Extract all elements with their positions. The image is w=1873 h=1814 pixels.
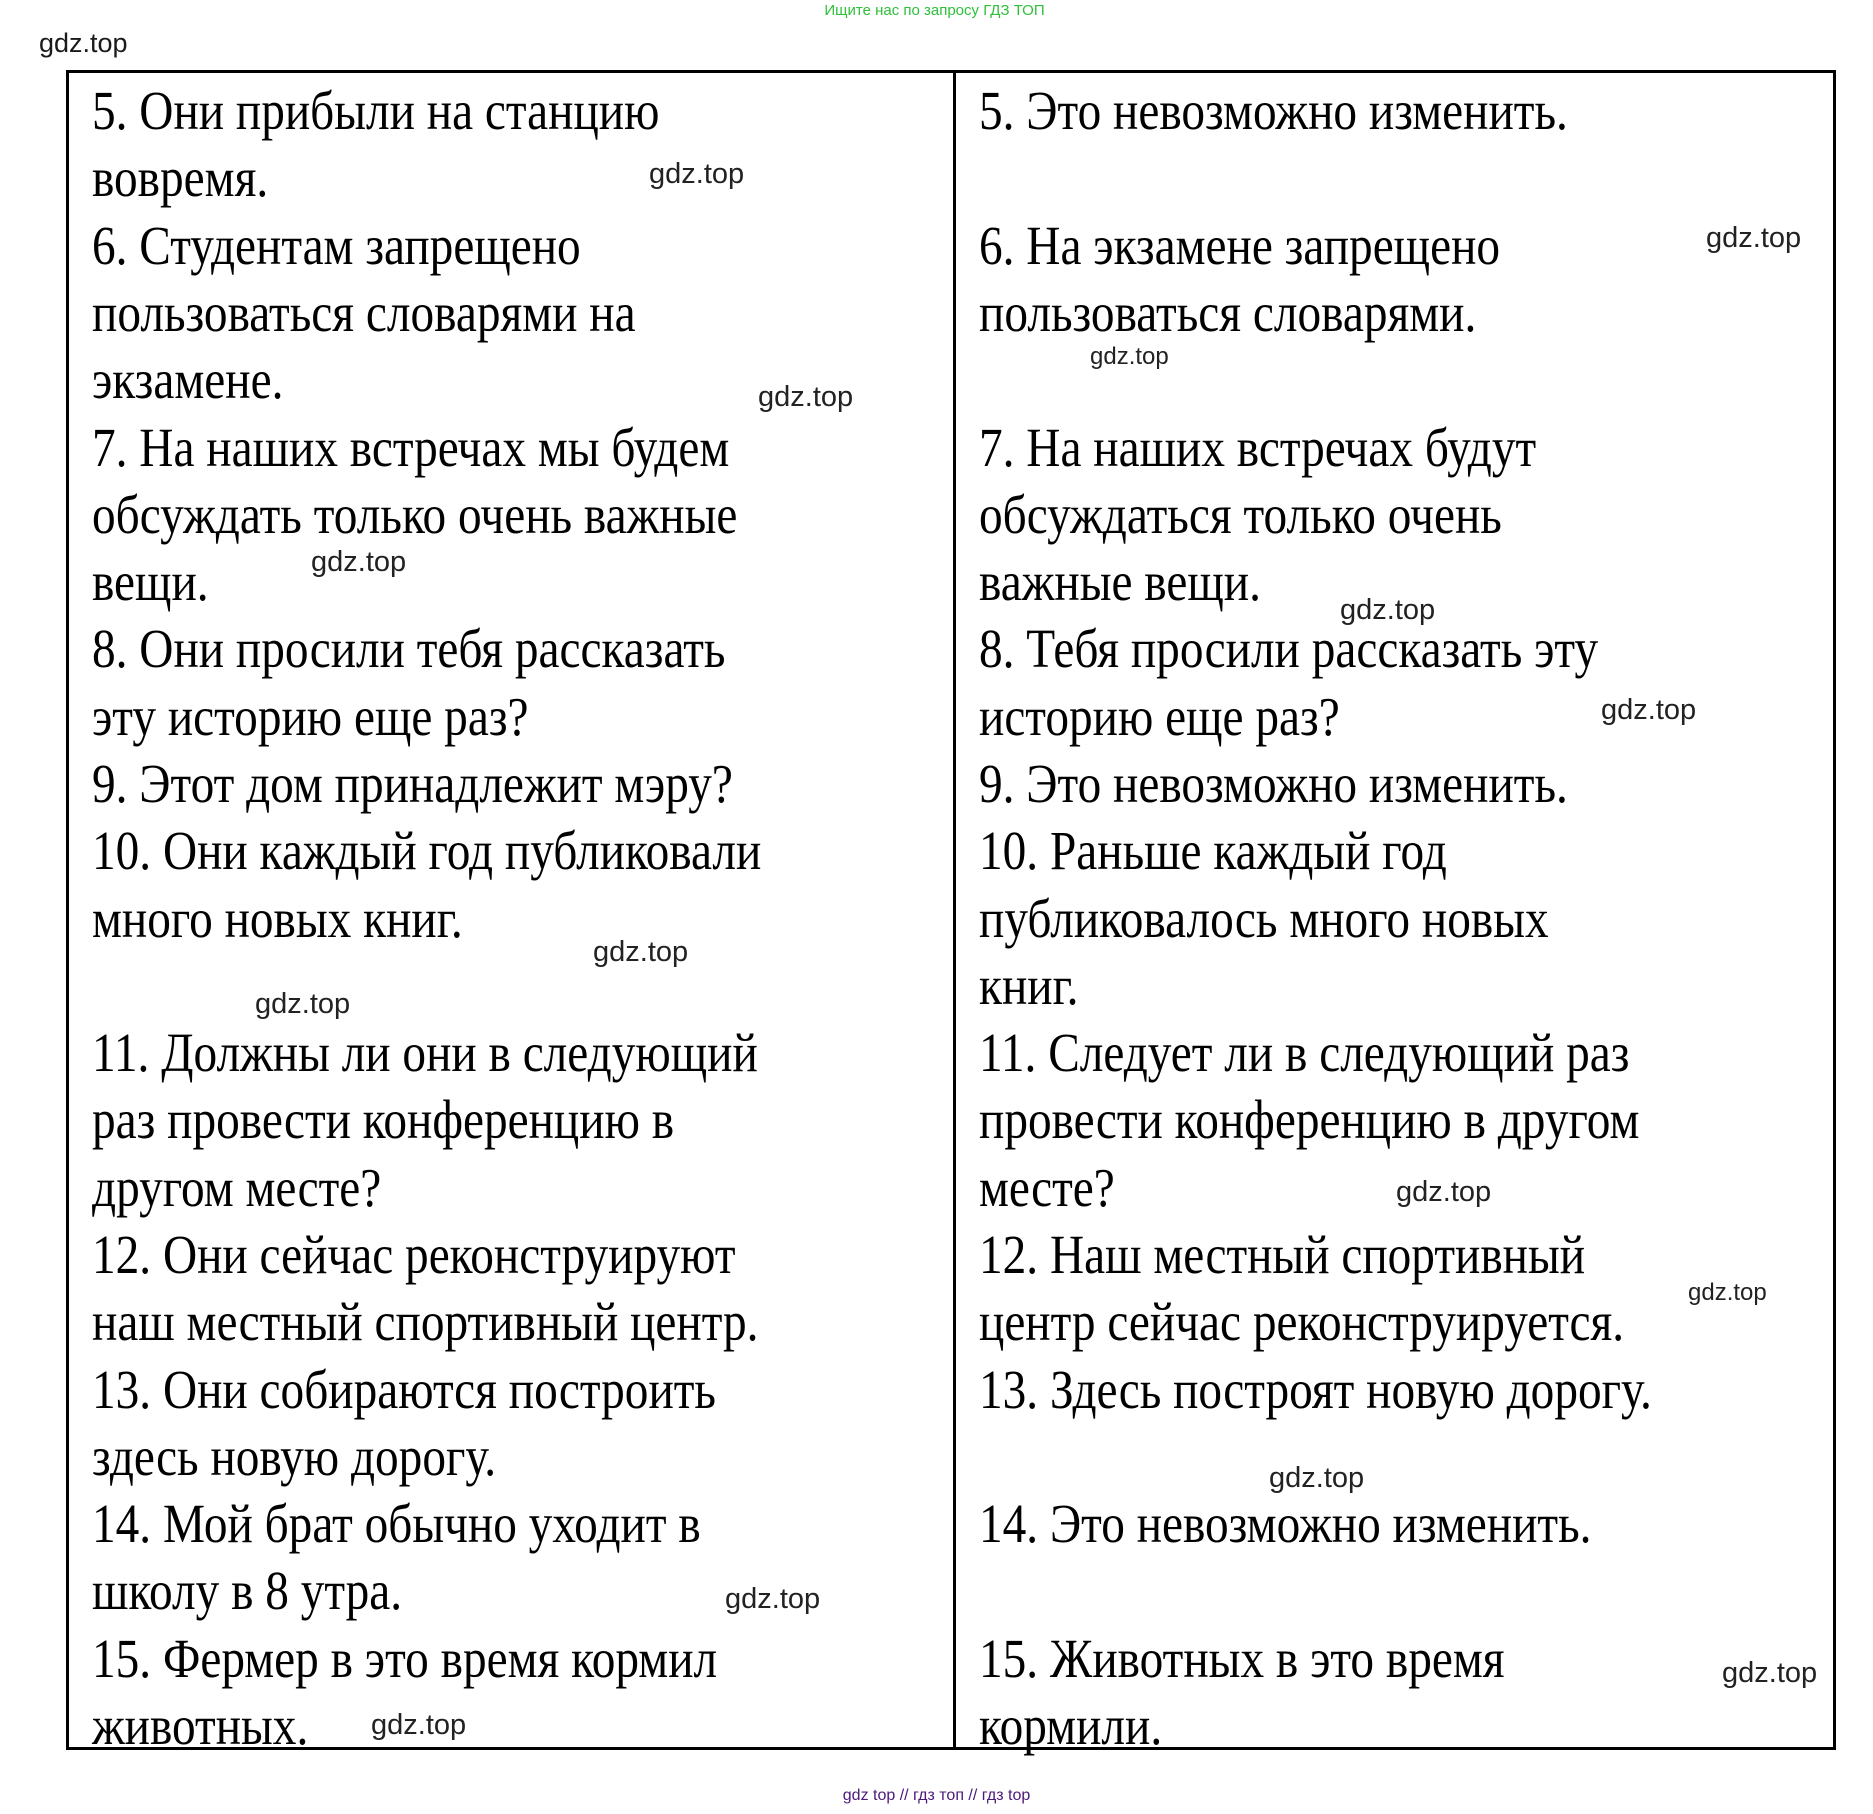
answer-table [66, 70, 1836, 1756]
right-line: пользоваться словарями. [979, 282, 1477, 343]
left-line: 14. Мой брат обычно уходит в [92, 1493, 701, 1554]
left-line: эту историю еще раз? [92, 686, 529, 747]
right-line: 10. Раньше каждый год [979, 820, 1447, 881]
right-line: провести конференцию в другом [979, 1089, 1640, 1150]
left-line: раз провести конференцию в [92, 1089, 675, 1150]
left-line: 15. Фермер в это время кормил [92, 1628, 718, 1689]
right-line: историю еще раз? [979, 686, 1340, 747]
left-line: школу в 8 утра. [92, 1560, 403, 1621]
right-line: 12. Наш местный спортивный [979, 1224, 1586, 1285]
right-line: 9. Это невозможно изменить. [979, 753, 1568, 814]
left-line: 10. Они каждый год публиковали [92, 820, 762, 881]
right-line: 8. Тебя просили рассказать эту [979, 618, 1599, 679]
right-line: 7. На наших встречах будут [979, 417, 1537, 478]
watermark: gdz.top [255, 988, 351, 1020]
left-line: пользоваться словарями на [92, 282, 636, 343]
left-line: наш местный спортивный центр. [92, 1291, 759, 1352]
right-line: центр сейчас реконструируется. [979, 1291, 1625, 1352]
watermark: gdz.top [1090, 343, 1169, 370]
left-line: много новых книг. [92, 888, 463, 949]
left-line: животных. [92, 1695, 309, 1756]
left-line: другом месте? [92, 1157, 382, 1218]
right-line: обсуждаться только очень [979, 484, 1502, 545]
watermark: gdz.top [1396, 1176, 1492, 1208]
watermark: gdz.top [593, 936, 689, 968]
watermark: gdz.top [649, 158, 745, 190]
left-line: обсуждать только очень важные [92, 484, 738, 545]
left-column-active-voice [69, 73, 953, 1756]
watermark: gdz.top [1269, 1462, 1365, 1494]
right-line: кормили. [979, 1695, 1163, 1756]
left-line: вещи. [92, 551, 209, 612]
right-line: 6. На экзамене запрещено [979, 215, 1501, 276]
left-line: 13. Они собираются построить [92, 1359, 717, 1420]
watermark: gdz.top [1688, 1279, 1767, 1306]
left-line: 12. Они сейчас реконструируют [92, 1224, 736, 1285]
watermark: gdz.top [1601, 694, 1697, 726]
watermark: gdz.top [371, 1709, 467, 1741]
right-line: 15. Животных в это время [979, 1628, 1505, 1689]
left-line: 9. Этот дом принадлежит мэру? [92, 753, 733, 814]
top-promo-text: Ищите нас по запросу ГДЗ ТОП [824, 2, 1045, 19]
right-line: публиковалось много новых [979, 888, 1549, 949]
left-line: 5. Они прибыли на станцию [92, 80, 660, 141]
right-column-passive-voice [956, 73, 1836, 1756]
left-line: 7. На наших встречах мы будем [92, 417, 730, 478]
watermark: gdz.top [758, 381, 854, 413]
watermark: gdz.top [1722, 1657, 1818, 1689]
left-line: 6. Студентам запрещено [92, 215, 581, 276]
right-line: 5. Это невозможно изменить. [979, 80, 1568, 141]
corner-watermark: gdz.top [39, 28, 128, 58]
top-promo-banner [0, 2, 1873, 19]
bottom-promo-text: gdz top // гдз топ // гдз top [842, 1787, 1031, 1804]
left-line: здесь новую дорогу. [92, 1426, 497, 1487]
bottom-promo-banner [0, 1787, 1873, 1805]
watermark: gdz.top [1340, 594, 1436, 626]
watermark: gdz.top [1706, 222, 1802, 254]
right-line: 13. Здесь построят новую дорогу. [979, 1359, 1652, 1420]
right-line: 11. Следует ли в следующий раз [979, 1022, 1630, 1083]
left-line: 11. Должны ли они в следующий [92, 1022, 758, 1083]
watermark: gdz.top [725, 1583, 821, 1615]
left-line: вовремя. [92, 147, 269, 208]
right-line: 14. Это невозможно изменить. [979, 1493, 1592, 1554]
watermark: gdz.top [311, 546, 407, 578]
left-line: 8. Они просили тебя рассказать [92, 618, 726, 679]
right-line: месте? [979, 1157, 1115, 1218]
right-line: важные вещи. [979, 551, 1261, 612]
right-line: книг. [979, 955, 1079, 1016]
left-line: экзамене. [92, 349, 284, 410]
